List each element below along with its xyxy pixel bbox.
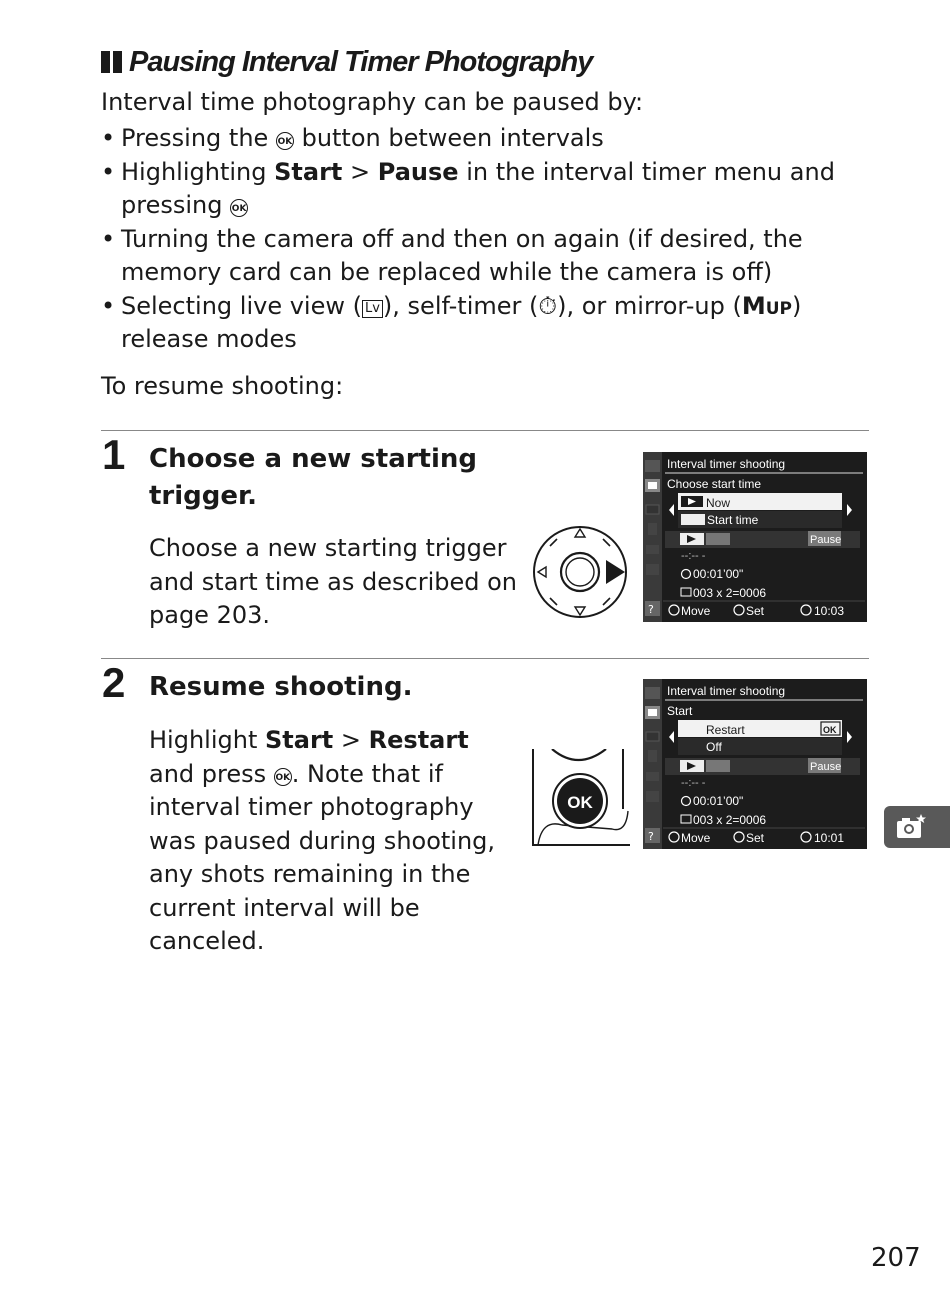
chapter-tab[interactable] <box>884 806 950 848</box>
list-item: • Turning the camera off and then on again (if desired, the memory card can be replaced while the camera is off) <box>101 223 881 290</box>
resume-text: To resume shooting: <box>101 372 344 400</box>
pause-icon <box>101 48 129 81</box>
svg-text:Pause: Pause <box>810 761 842 773</box>
list-item: • Selecting live view ( Lv ), self-timer (⏱), or mirror-up (Mup) release modes <box>101 290 881 357</box>
shooting-camera-icon <box>896 814 926 840</box>
step-heading: Choose a new starting trigger. <box>149 444 478 511</box>
ok-button-icon: OK <box>276 132 294 150</box>
svg-text:Choose start time: Choose start time <box>667 477 762 491</box>
list-item: • Pressing the OK button between intervals <box>101 122 881 156</box>
svg-text:--:-- -: --:-- - <box>681 777 706 789</box>
svg-text:10:01: 10:01 <box>814 831 845 845</box>
svg-text:10:03: 10:03 <box>814 604 845 618</box>
camera-menu-screen-start-time <box>643 452 867 622</box>
svg-text:00:01’00": 00:01’00" <box>693 567 744 581</box>
pause-methods-list <box>101 122 881 357</box>
svg-text:OK: OK <box>567 793 593 812</box>
intro-text: Interval time photography can be paused by: <box>101 88 644 116</box>
svg-text:Interval timer shooting: Interval timer shooting <box>667 457 786 471</box>
svg-text:Interval timer shooting: Interval timer shooting <box>667 684 786 698</box>
svg-text:Set: Set <box>746 604 765 618</box>
svg-text:OK: OK <box>823 725 837 735</box>
svg-text:--:-- -: --:-- - <box>681 550 706 562</box>
ok-button-icon: OK <box>274 768 292 786</box>
list-item: • Highlighting Start > Pause in the interval timer menu and pressing OK <box>101 156 881 223</box>
ok-button-illustration <box>532 749 630 846</box>
step-heading: Resume shooting. <box>149 672 413 702</box>
step-body: Choose a new starting trigger and start time as described on page 203. <box>149 534 517 629</box>
svg-text:Off: Off <box>706 740 722 754</box>
ok-button-icon: OK <box>230 199 248 217</box>
step-body: Highlight Start > Restart and press OK. Note that if interval timer photography was paused during shooting, any shots remaining in the current interval will be canceled. <box>149 726 496 955</box>
divider <box>101 430 869 431</box>
camera-menu-screen-restart <box>643 679 867 849</box>
svg-text:?: ? <box>648 603 654 616</box>
divider <box>101 658 869 659</box>
svg-text:003 x 2=0006: 003 x 2=0006 <box>693 586 767 600</box>
svg-text:?: ? <box>648 830 654 843</box>
svg-text:Move: Move <box>681 604 711 618</box>
section-title: Pausing Interval Timer Photography <box>101 46 592 81</box>
svg-text:003 x 2=0006: 003 x 2=0006 <box>693 813 767 827</box>
svg-text:Restart: Restart <box>706 723 745 737</box>
svg-text:Move: Move <box>681 831 711 845</box>
mirror-up-icon: Mup <box>741 291 792 320</box>
self-timer-icon: ⏱ <box>538 291 558 320</box>
svg-text:Now: Now <box>706 496 731 510</box>
svg-text:00:01’00": 00:01’00" <box>693 794 744 808</box>
page-number: 207 <box>871 1243 921 1273</box>
step-number: 1 <box>102 431 126 478</box>
svg-text:Start time: Start time <box>707 513 759 527</box>
svg-text:Pause: Pause <box>810 534 842 546</box>
multi-selector-icon <box>532 524 632 620</box>
svg-text:Start: Start <box>667 704 693 718</box>
step-number: 2 <box>102 659 126 706</box>
live-view-icon: Lv <box>362 300 383 318</box>
svg-text:Set: Set <box>746 831 765 845</box>
